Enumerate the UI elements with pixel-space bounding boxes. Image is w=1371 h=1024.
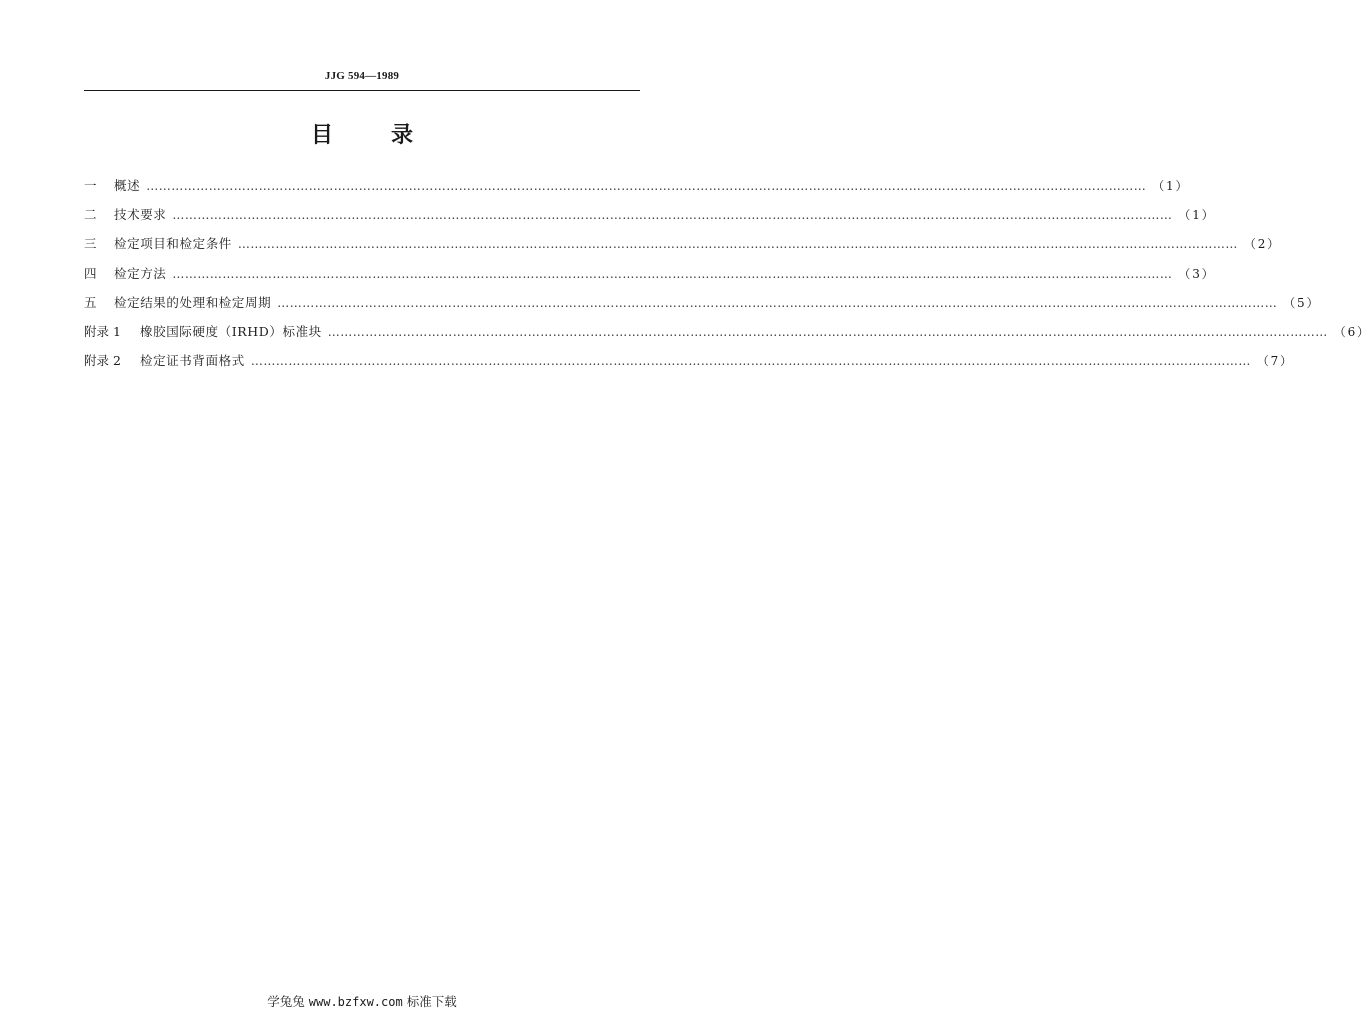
toc-entry-page: （6） <box>1333 324 1371 339</box>
toc-entry-appendix-1[interactable] <box>84 322 1371 351</box>
toc-entry-page: （5） <box>1283 295 1321 310</box>
toc-entry-label: 橡胶国际硬度（IRHD）标准块 <box>140 323 322 339</box>
document-code: JJG 594—1989 <box>324 70 400 82</box>
footer-site-name: 学兔兔 <box>267 994 305 1009</box>
toc-leader-dots: …………………………………………………………………………………………………………………………………………………………………………………………………………………… <box>250 354 1251 369</box>
toc-entry-label: 概述 <box>114 178 141 193</box>
toc-entry-2[interactable] <box>84 205 1216 234</box>
footer-watermark <box>0 992 724 1010</box>
table-of-contents <box>84 176 1371 380</box>
toc-entry-number: 附录 2 <box>84 353 121 369</box>
toc-entry-page: （3） <box>1178 266 1216 281</box>
header-rule <box>84 90 640 91</box>
toc-entry-page: （2） <box>1243 237 1281 252</box>
footer-tagline: 标准下载 <box>406 994 457 1009</box>
toc-entry-label: 检定证书背面格式 <box>140 353 245 369</box>
toc-entry-page: （1） <box>1178 208 1216 223</box>
toc-leader-dots: …………………………………………………………………………………………………………………………………………………………………………………………………………………… <box>172 266 1173 281</box>
toc-leader-dots: …………………………………………………………………………………………………………………………………………………………………………………………………………………… <box>277 295 1278 310</box>
toc-entry-number: 二 <box>84 207 97 223</box>
toc-entry-3[interactable] <box>84 234 1281 263</box>
toc-leader-dots: …………………………………………………………………………………………………………………………………………………………………………………………………………………… <box>237 237 1238 252</box>
footer-url[interactable]: www.bzfxw.com <box>308 995 403 1009</box>
page-title <box>0 118 724 149</box>
toc-entry-number: 四 <box>84 265 97 281</box>
toc-entry-4[interactable] <box>84 264 1216 293</box>
toc-entry-1[interactable] <box>84 176 1190 205</box>
toc-entry-label: 检定项目和检定条件 <box>114 236 232 252</box>
toc-entry-page: （7） <box>1256 354 1294 369</box>
toc-entry-page: （1） <box>1152 179 1190 193</box>
toc-entry-number: 一 <box>84 178 97 193</box>
toc-leader-dots: …………………………………………………………………………………………………………………………………………………………………………………………………………………… <box>327 324 1328 339</box>
toc-entry-label: 检定结果的处理和检定周期 <box>114 294 272 310</box>
toc-entry-number: 附录 1 <box>84 323 121 339</box>
toc-entry-number: 三 <box>84 236 97 252</box>
toc-entry-appendix-2[interactable] <box>84 351 1294 380</box>
toc-entry-5[interactable] <box>84 293 1321 322</box>
toc-leader-dots: …………………………………………………………………………………………………………………………………………………………………………………………………………………… <box>172 208 1173 223</box>
title-char-1: 目 <box>310 123 333 148</box>
toc-entry-label: 检定方法 <box>114 265 167 281</box>
toc-entry-number: 五 <box>84 294 97 310</box>
toc-entry-label: 技术要求 <box>114 207 167 223</box>
title-char-2: 录 <box>391 123 414 148</box>
toc-leader-dots: …………………………………………………………………………………………………………………………………………………………………………………………………………………… <box>146 179 1147 193</box>
